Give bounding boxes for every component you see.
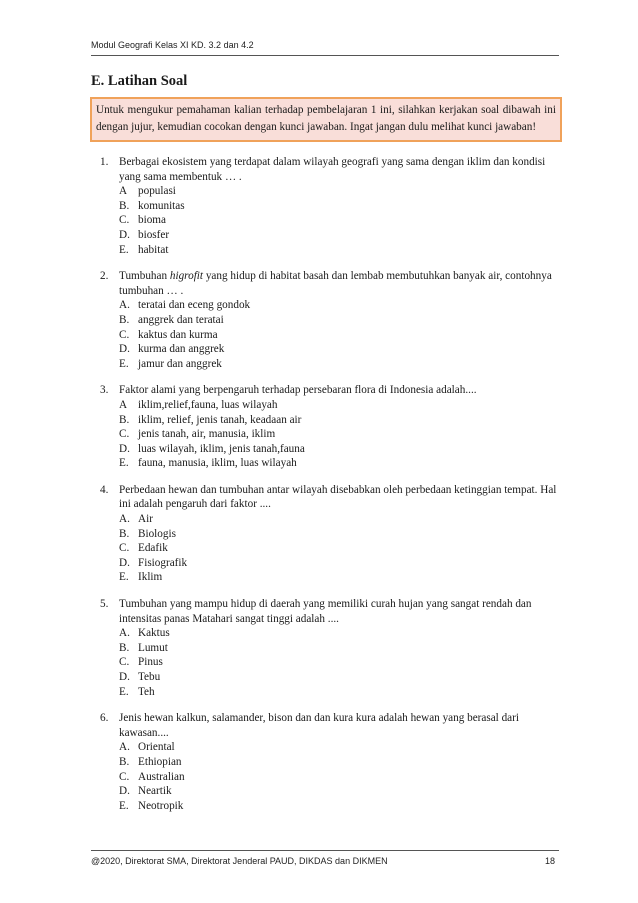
option-letter: A <box>119 185 128 198</box>
answer-options <box>119 740 562 813</box>
answer-option <box>119 298 562 313</box>
question-item <box>100 269 562 371</box>
option-letter: C. <box>119 656 130 669</box>
option-text: kurma dan anggrek <box>138 343 225 356</box>
question-number: 4. <box>100 483 109 496</box>
option-text: Oriental <box>138 741 175 754</box>
option-text: bioma <box>138 214 166 227</box>
question-stem <box>100 155 562 184</box>
option-text: anggrek dan teratai <box>138 313 224 326</box>
option-text: Air <box>138 513 153 526</box>
answer-option <box>119 570 562 585</box>
option-text: Lumut <box>138 641 168 654</box>
option-text: komunitas <box>138 199 185 212</box>
option-text: teratai dan eceng gondok <box>138 299 251 312</box>
question-stem <box>100 597 562 626</box>
answer-option <box>119 184 562 199</box>
answer-option <box>119 626 562 641</box>
question-text <box>119 597 562 626</box>
question-item <box>100 155 562 257</box>
answer-option <box>119 243 562 258</box>
option-letter: B. <box>119 755 130 768</box>
question-item <box>100 597 562 699</box>
answer-option <box>119 328 562 343</box>
option-text: biosfer <box>138 228 170 241</box>
question-item <box>100 383 562 471</box>
option-letter: B. <box>119 199 130 212</box>
option-text: populasi <box>138 185 176 198</box>
answer-option <box>119 740 562 755</box>
option-letter: C. <box>119 428 130 441</box>
question-number: 2. <box>100 270 109 283</box>
question-text-part: Perbedaan hewan dan tumbuhan antar wilayah disebabkan oleh perbedaan ketinggian tempat. Hal ini adalah pengaruh dari faktor .... <box>119 483 557 511</box>
option-text: luas wilayah, iklim, jenis tanah,fauna <box>138 442 305 455</box>
answer-option <box>119 556 562 571</box>
answer-option <box>119 398 562 413</box>
question-stem <box>100 269 562 298</box>
option-text: habitat <box>138 243 169 256</box>
question-item <box>100 483 562 585</box>
option-letter: B. <box>119 313 130 326</box>
instruction-box <box>90 97 562 142</box>
page-header: Modul Geografi Kelas XI KD. 3.2 dan 4.2 <box>91 40 254 50</box>
option-letter: C. <box>119 214 130 227</box>
question-text-part: yang hidup di habitat basah dan lembab membutuhkan banyak air, contohnya tumbuhan … . <box>119 270 552 297</box>
answer-option <box>119 357 562 372</box>
option-letter: A. <box>119 513 130 526</box>
option-letter: B. <box>119 413 130 426</box>
option-letter: C. <box>119 770 130 783</box>
answer-options <box>119 298 562 371</box>
question-text <box>119 711 562 740</box>
option-letter: E. <box>119 685 129 698</box>
answer-option <box>119 685 562 700</box>
question-text-part: Tumbuhan yang mampu hidup di daerah yang memiliki curah hujan yang sangat rendah dan intensitas panas Matahari sangat tinggi adalah .... <box>119 598 532 625</box>
answer-options <box>119 626 562 699</box>
answer-options <box>119 184 562 257</box>
answer-options <box>119 512 562 585</box>
option-letter: D. <box>119 442 130 455</box>
answer-option <box>119 427 562 442</box>
option-text: fauna, manusia, iklim, luas wilayah <box>138 457 297 470</box>
question-stem <box>100 711 562 740</box>
option-letter: B. <box>119 527 130 540</box>
answer-option <box>119 213 562 228</box>
question-number: 3. <box>100 384 109 397</box>
question-text-part: Faktor alami yang berpengaruh terhadap persebaran flora di Indonesia adalah.... <box>119 384 477 397</box>
option-letter: D. <box>119 343 130 356</box>
option-letter: E. <box>119 457 129 470</box>
option-letter: A. <box>119 741 130 754</box>
question-number: 6. <box>100 712 109 725</box>
option-text: Neartik <box>138 785 172 798</box>
footer-credit: @2020, Direktorat SMA, Direktorat Jenderal PAUD, DIKDAS dan DIKMEN <box>91 856 388 866</box>
question-number: 1. <box>100 156 109 168</box>
answer-option <box>119 456 562 471</box>
question-list <box>100 155 562 825</box>
option-letter: E. <box>119 357 129 370</box>
option-text: Ethiopian <box>138 755 182 768</box>
option-letter: E. <box>119 571 129 584</box>
question-text <box>119 483 562 512</box>
header-divider <box>91 55 559 56</box>
option-letter: E. <box>119 243 129 256</box>
answer-option <box>119 784 562 799</box>
answer-option <box>119 512 562 527</box>
question-stem <box>100 483 562 512</box>
section-title: E. Latihan Soal <box>91 73 188 89</box>
question-text-part: Tumbuhan <box>119 270 170 283</box>
instruction-text: Untuk mengukur pemahaman kalian terhadap pembelajaran 1 ini, silahkan kerjakan soal dibawah ini dengan jujur, kemudian cocokan dengan kunci jawaban. Ingat jangan dulu melihat kunci jawaban! <box>96 104 556 133</box>
answer-option <box>119 541 562 556</box>
option-text: kaktus dan kurma <box>138 328 218 341</box>
answer-option <box>119 228 562 243</box>
answer-option <box>119 641 562 656</box>
option-letter: C. <box>119 542 130 555</box>
question-text <box>119 383 562 398</box>
answer-option <box>119 670 562 685</box>
answer-option <box>119 413 562 428</box>
answer-option <box>119 770 562 785</box>
option-text: Pinus <box>138 656 163 669</box>
option-letter: C. <box>119 328 130 341</box>
option-text: jamur dan anggrek <box>138 357 222 370</box>
option-text: jenis tanah, air, manusia, iklim <box>138 428 276 441</box>
option-letter: B. <box>119 641 130 654</box>
answer-option <box>119 313 562 328</box>
question-text <box>119 269 562 298</box>
option-letter: D. <box>119 228 130 241</box>
question-text-part: Berbagai ekosistem yang terdapat dalam wilayah geografi yang sama dengan iklim dan kondisi yang sama membentuk … . <box>119 156 546 183</box>
page-number: 18 <box>544 856 555 866</box>
question-number: 5. <box>100 598 109 611</box>
option-text: Biologis <box>138 527 176 540</box>
answer-option <box>119 655 562 670</box>
option-text: Tebu <box>138 671 161 683</box>
question-italic-term: higrofit <box>169 270 204 283</box>
option-text: Teh <box>138 685 155 698</box>
option-text: iklim, relief, jenis tanah, keadaan air <box>138 413 302 426</box>
option-text: iklim,relief,fauna, luas wilayah <box>138 398 278 411</box>
option-text: Fisiografik <box>138 556 188 569</box>
answer-option <box>119 755 562 770</box>
option-letter: E. <box>119 799 129 812</box>
answer-options <box>119 398 562 471</box>
answer-option <box>119 799 562 814</box>
footer-divider <box>91 850 559 851</box>
option-letter: D. <box>119 671 130 683</box>
option-text: Iklim <box>138 571 163 584</box>
question-item <box>100 711 562 813</box>
option-text: Kaktus <box>138 627 170 640</box>
option-letter: D. <box>119 556 130 569</box>
answer-option <box>119 199 562 214</box>
question-text <box>119 155 562 184</box>
option-letter: A <box>119 398 128 411</box>
answer-option <box>119 342 562 357</box>
answer-option <box>119 527 562 542</box>
question-stem <box>100 383 562 398</box>
option-text: Neotropik <box>138 799 184 812</box>
option-letter: A. <box>119 627 130 640</box>
answer-option <box>119 442 562 457</box>
option-letter: A. <box>119 299 130 312</box>
question-text-part: Jenis hewan kalkun, salamander, bison dan dan kura kura adalah hewan yang berasal dari kawasan.... <box>119 712 519 739</box>
option-letter: D. <box>119 785 130 798</box>
option-text: Edafik <box>138 542 168 555</box>
option-text: Australian <box>138 770 185 783</box>
